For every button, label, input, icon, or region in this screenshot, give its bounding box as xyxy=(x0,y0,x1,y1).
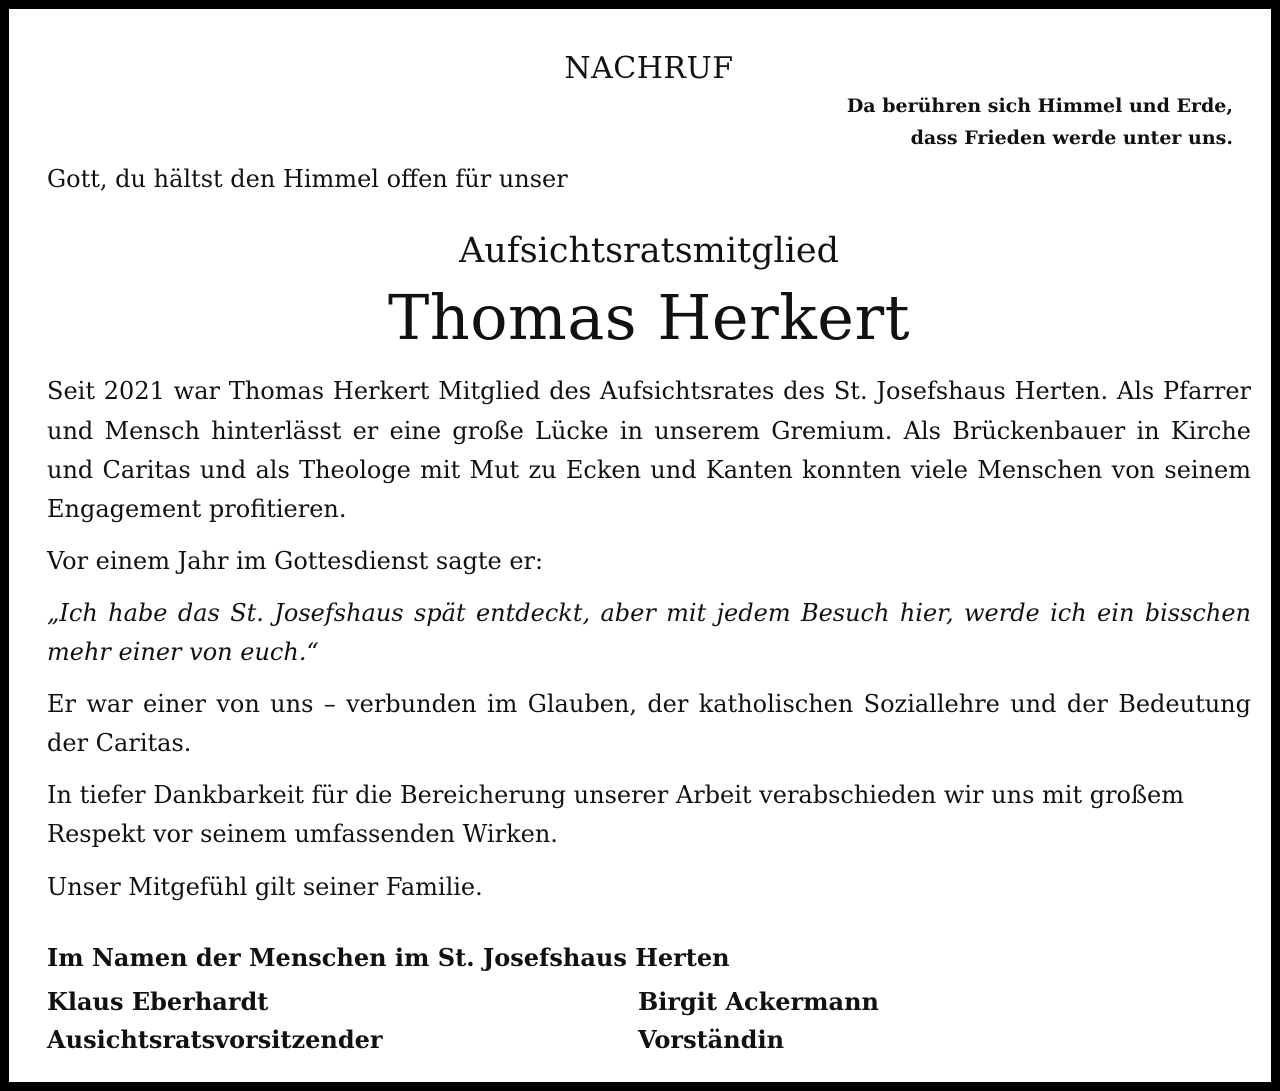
motto-line-2: dass Frieden werde unter uns. xyxy=(910,127,1233,149)
signatory-1-name: Klaus Eberhardt xyxy=(47,987,269,1016)
notice-heading: NACHRUF xyxy=(564,51,734,86)
paragraph-4-line-2: Respekt vor seinem umfassenden Wirken. xyxy=(47,820,558,848)
paragraph-3-line-2: der Caritas. xyxy=(47,729,192,757)
quote-line-1: „Ich habe das St. Josefshaus spät entdeckt, aber mit jedem Besuch hier, werde ich ein bisschen xyxy=(47,599,1251,627)
paragraph-1-line-1: Seit 2021 war Thomas Herkert Mitglied des Aufsichtsrates des St. Josefshaus Herten. Als Pfarrer xyxy=(47,377,1251,405)
signatory-2-title: Vorständin xyxy=(638,1025,785,1054)
paragraph-3-line-1: Er war einer von uns – verbunden im Glauben, der katholischen Soziallehre und der Bedeutung xyxy=(47,690,1251,718)
paragraph-1-line-3: und Caritas und als Theologe mit Mut zu Ecken und Kanten konnten viele Menschen von seinem xyxy=(47,456,1251,484)
intro-text: Gott, du hältst den Himmel offen für unser xyxy=(47,165,568,193)
signatory-2-name: Birgit Ackermann xyxy=(638,987,880,1016)
paragraph-1-line-4: Engagement profitieren. xyxy=(47,495,347,523)
motto-line-1: Da berühren sich Himmel und Erde, xyxy=(846,95,1233,117)
paragraph-1-line-2: und Mensch hinterlässt er eine große Lücke in unserem Gremium. Als Brückenbauer in Kirche xyxy=(47,417,1251,445)
deceased-name: Thomas Herkert xyxy=(387,281,911,354)
signoff-line: Im Namen der Menschen im St. Josefshaus Herten xyxy=(47,943,730,972)
deceased-role: Aufsichtsratsmitglied xyxy=(458,231,840,271)
signatory-1-title: Ausichtsratsvorsitzender xyxy=(47,1025,383,1054)
quote-line-2: mehr einer von euch.“ xyxy=(47,638,319,666)
paragraph-5: Unser Mitgefühl gilt seiner Familie. xyxy=(47,873,483,901)
paragraph-4-line-1: In tiefer Dankbarkeit für die Bereicherung unserer Arbeit verabschieden wir uns mit großem xyxy=(47,781,1184,809)
paragraph-2: Vor einem Jahr im Gottesdienst sagte er: xyxy=(47,547,544,575)
